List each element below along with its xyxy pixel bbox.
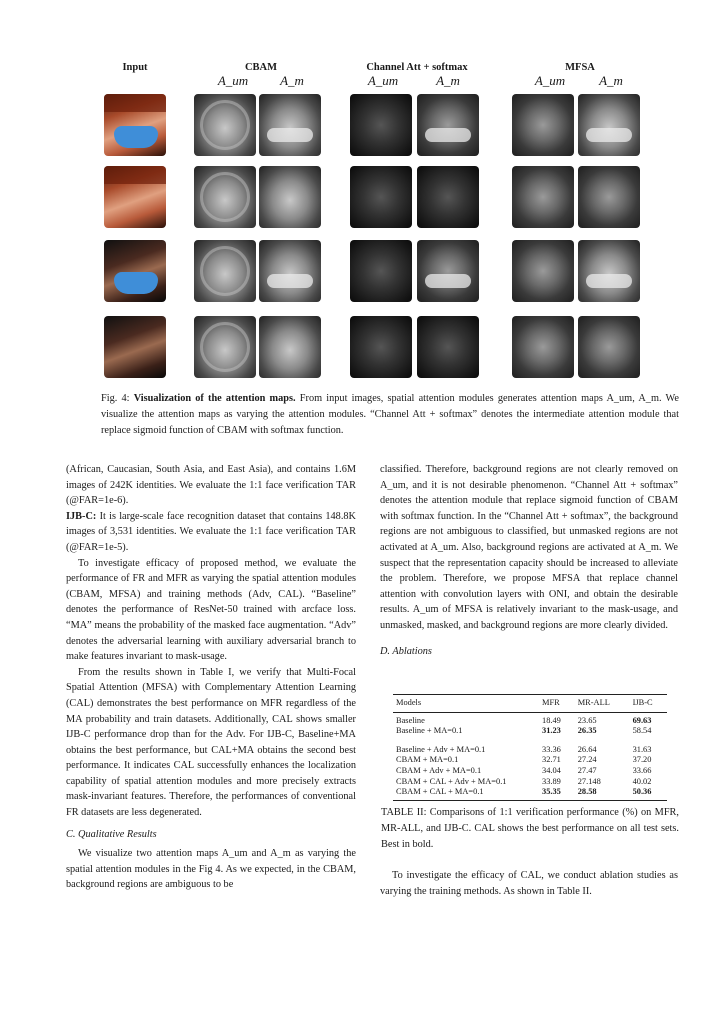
sub-header-a-m: A_m: [436, 73, 460, 88]
sub-header-a-um: A_um: [534, 73, 566, 88]
table-row: [393, 737, 667, 756]
attention-map: [194, 94, 256, 156]
caption-title: Visualization of the attention maps.: [133, 393, 296, 404]
table-cell: 33.36: [542, 744, 561, 754]
paragraph: We visualize two attention maps A_um and A_m as varying the spatial attention modules in the Fig 4. As we expected, in the CBAM, background regions are ambiguous to be: [66, 848, 356, 891]
attention-map: [350, 316, 412, 378]
table-cell: 69.63: [632, 715, 652, 725]
attention-map: [512, 166, 574, 228]
table-row: [393, 766, 667, 777]
table-cell: CBAM + Adv + MA=0.1: [396, 765, 482, 775]
section-heading-qualitative: C. Qualitative Results: [66, 828, 157, 840]
caption-label: Fig. 4:: [101, 393, 130, 404]
attention-map: [194, 316, 256, 378]
table-cell: 33.89: [542, 776, 561, 786]
input-image-masked: [104, 240, 166, 302]
left-column: [66, 462, 356, 893]
table-cell: 31.63: [632, 744, 652, 754]
table-cell: 26.64: [577, 744, 597, 754]
table-cell: Baseline: [396, 715, 425, 725]
header-channel-att: Channel Att + softmax: [366, 62, 468, 73]
table-cell: 26.35: [577, 726, 597, 736]
paragraph: To investigate efficacy of proposed method, we evaluate the performance of FR and MFR as varying the spatial attention modules (CBAM, MFSA) and training methods (Adv, CAL). “Baseline” denotes the performance of ResNet-50 trained with arcface loss. “MA” means the probability of the masked face augmentation. “Adv” denotes the adversarial learning with auxiliary adversarial branch to make features invariant to mask-usage.: [66, 557, 356, 663]
table-caption: TABLE II: Comparisons of 1:1 verification performance (%) on MFR, MR-ALL, and IJB-C. CAL shows the best performance on all test sets. Best in bold.: [381, 807, 679, 850]
table-header: Models: [396, 698, 422, 707]
table-row: [393, 712, 667, 726]
table-header: MFR: [542, 698, 560, 707]
table-cell: Baseline + MA=0.1: [396, 726, 463, 736]
table-header-row: [393, 695, 667, 713]
table-row: [393, 787, 667, 800]
paragraph: classified. Therefore, background regions are not clearly removed on A_um, and it is not desirable phenomenon. “Channel Att + softmax” denotes the attention module that replace sigmoid function of CBAM with softmax function. In the “Channel Att + softmax”, the background regions are not ambiguous to classified, but unmasked regions are not activated at A_um. Also, background regions are activated at A_m. We suspect that the representation capacity should be increased to alleviate the problem. Therefore, we propose MFSA that replace channel attention with convolution layers with ONI, and obtain the desirable results. A_um of MFSA is relatively invariant to the mask-usage, and unmasked, masked, and background regions are more clearly divided.: [380, 464, 678, 631]
table-cell: 27.148: [577, 776, 601, 786]
table-cell: CBAM + CAL + Adv + MA=0.1: [396, 776, 507, 786]
sub-header-a-m: A_m: [599, 73, 623, 88]
attention-map: [512, 240, 574, 302]
section-heading-ablations: D. Ablations: [380, 645, 432, 657]
input-image-unmasked: [104, 166, 166, 228]
figure-caption: [101, 391, 679, 439]
attention-map: [259, 240, 321, 302]
header-mfsa: MFSA: [565, 62, 595, 73]
table-header: IJB-C: [632, 698, 653, 707]
attention-map: [512, 316, 574, 378]
attention-map: [194, 240, 256, 302]
sub-header-a-um: A_um: [217, 73, 249, 88]
sub-header-a-m: A_m: [280, 73, 304, 88]
attention-map: [350, 240, 412, 302]
table-cell: 58.54: [632, 726, 652, 736]
table-cell: 40.02: [632, 776, 652, 786]
attention-map: [578, 94, 640, 156]
table-cell: 27.47: [577, 765, 597, 775]
table-cell: CBAM + CAL + MA=0.1: [396, 787, 484, 797]
table-cell: Baseline + Adv + MA=0.1: [396, 744, 486, 754]
attention-map: [417, 94, 479, 156]
table-row: [393, 777, 667, 788]
attention-map: [259, 94, 321, 156]
table-ii: [393, 694, 667, 801]
table-cell: 34.04: [542, 765, 561, 775]
right-column: [380, 462, 678, 663]
table-cell: 28.58: [577, 787, 597, 797]
paragraph: From the results shown in Table I, we verify that Multi-Focal Spatial Attention (MFSA) with Complementary Attention Learning (CAL) demonstrates the best performance on MFR regardless of the MA probability and train datasets. Additionally, CAL shows smaller IJB-C performance drop than for the Adv. For IJB-C, Baseline+MA obtains the best performance, but CAL+MA obtains the second best performance. It indicates CAL successfully enhances the localization capability of spatial attention modules and more precisely extracts mask-invariant features. Therefore, the performances of conventional FR datasets are less degenerated.: [66, 666, 356, 819]
attention-map: [417, 316, 479, 378]
table-row: [393, 755, 667, 766]
paragraph: (African, Caucasian, South Asia, and East Asia), and contains 1.6M images of 242K identities. We evaluate the 1:1 face verification TAR (@FAR=1e-6).: [66, 464, 356, 507]
input-image-unmasked: [104, 316, 166, 378]
attention-map: [578, 166, 640, 228]
table-header: MR-ALL: [577, 698, 610, 707]
attention-map: [194, 166, 256, 228]
table-cell: 33.66: [632, 765, 652, 775]
table-cell: 35.35: [542, 787, 561, 797]
table-cell: 23.65: [577, 715, 597, 725]
paragraph: It is large-scale face recognition dataset that contains 148.8K images of 3,531 identities. We evaluate the 1:1 face verification TAR (@FAR=1e-5).: [66, 510, 356, 553]
attention-map: [512, 94, 574, 156]
attention-map: [259, 166, 321, 228]
sub-header-a-um: A_um: [367, 73, 399, 88]
attention-map: [578, 240, 640, 302]
attention-map: [350, 94, 412, 156]
right-column-bottom: [380, 868, 678, 899]
attention-map: [350, 166, 412, 228]
attention-map: [417, 166, 479, 228]
header-input: Input: [122, 62, 148, 73]
table-cell: 32.71: [542, 755, 561, 765]
attention-map: [578, 316, 640, 378]
paragraph: To investigate the efficacy of CAL, we conduct ablation studies as varying the training methods. As shown in Table II.: [380, 870, 678, 897]
table-cell: 50.36: [632, 787, 652, 797]
table-cell: CBAM + MA=0.1: [396, 755, 459, 765]
attention-map: [259, 316, 321, 378]
attention-map: [417, 240, 479, 302]
header-cbam: CBAM: [244, 62, 278, 73]
table-cell: 27.24: [577, 755, 597, 765]
ijbc-label: IJB-C:: [66, 510, 97, 522]
table-cell: 18.49: [542, 715, 561, 725]
table-cell: 31.23: [542, 726, 561, 736]
table-cell: 37.20: [632, 755, 652, 765]
table-row: [393, 726, 667, 737]
input-image-masked: [104, 94, 166, 156]
caption-text: From input images, spatial attention modules generates attention maps A_um, A_m. We visualize the attention maps as varying the attention modules. “Channel Att + softmax” denotes the intermediate attention module that replace sigmoid function of CBAM with softmax function.: [101, 393, 679, 436]
